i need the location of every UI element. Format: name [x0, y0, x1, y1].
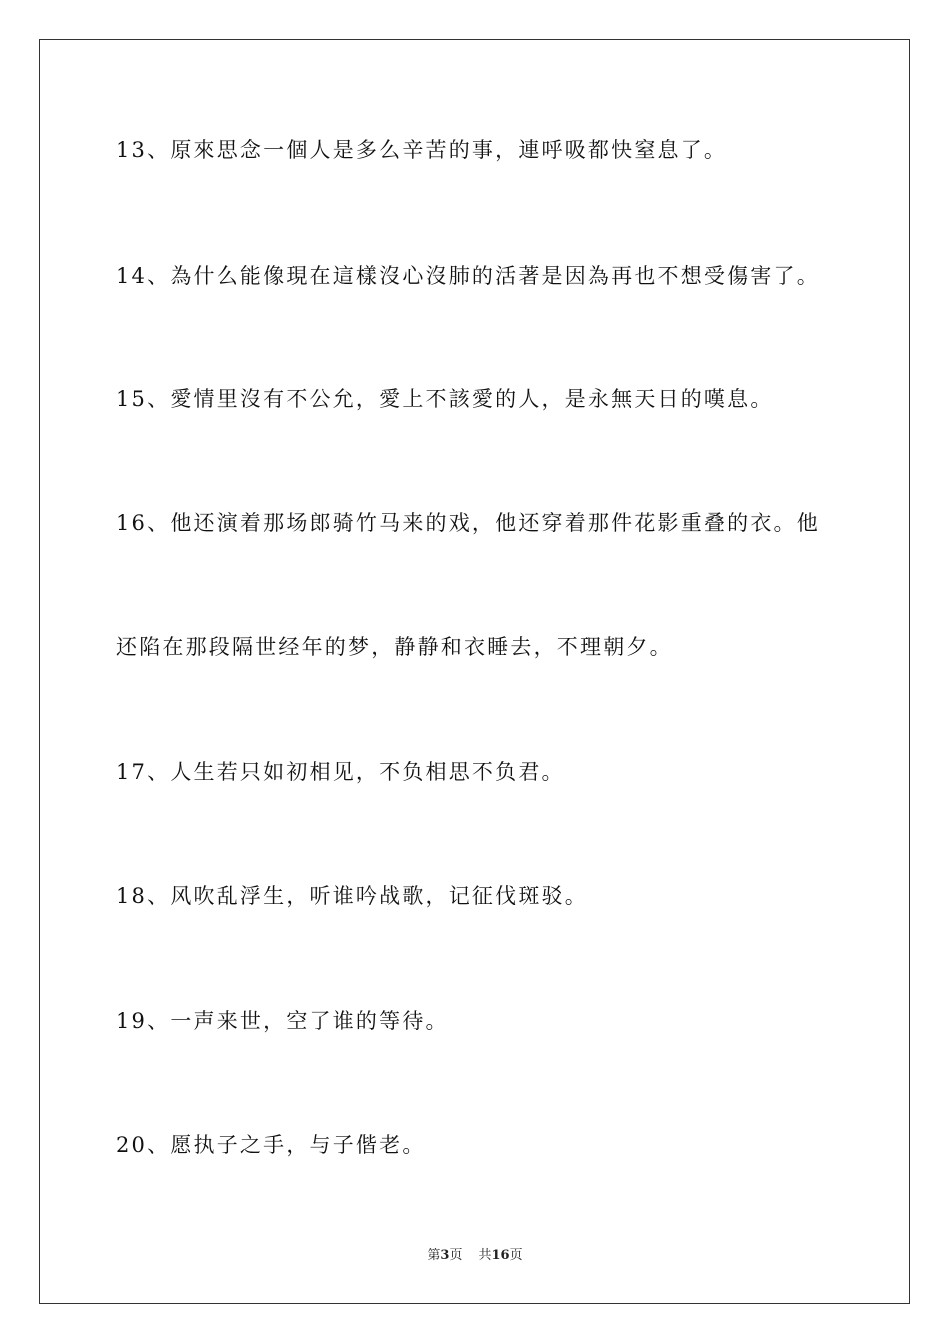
total-prefix: 共 — [478, 1248, 492, 1263]
page-suffix: 页 — [449, 1248, 463, 1263]
page-frame — [39, 39, 910, 1304]
page-footer — [0, 1247, 950, 1265]
text-line-16-continued: 还陷在那段隔世经年的梦，静静和衣睡去，不理朝夕。 — [116, 635, 673, 659]
text-line-13: 13、原來思念一個人是多么辛苦的事，連呼吸都快窒息了。 — [116, 138, 728, 162]
total-suffix: 页 — [509, 1248, 523, 1263]
text-line-16: 16、他还演着那场郎骑竹马来的戏，他还穿着那件花影重叠的衣。他 — [116, 511, 820, 535]
text-line-17: 17、人生若只如初相见，不负相思不负君。 — [116, 760, 565, 784]
current-page-number: 3 — [440, 1248, 450, 1263]
text-line-15: 15、愛情里沒有不公允，愛上不該愛的人，是永無天日的嘆息。 — [116, 387, 774, 411]
text-line-18: 18、风吹乱浮生，听谁吟战歌，记征伐斑驳。 — [116, 884, 588, 908]
text-line-14: 14、為什么能像現在這樣沒心沒肺的活著是因為再也不想受傷害了。 — [116, 264, 820, 288]
page-prefix: 第 — [427, 1248, 441, 1263]
text-line-19: 19、一声来世，空了谁的等待。 — [116, 1009, 449, 1033]
text-line-20: 20、愿执子之手，与子偕老。 — [116, 1133, 426, 1157]
total-page-count: 16 — [491, 1248, 510, 1263]
